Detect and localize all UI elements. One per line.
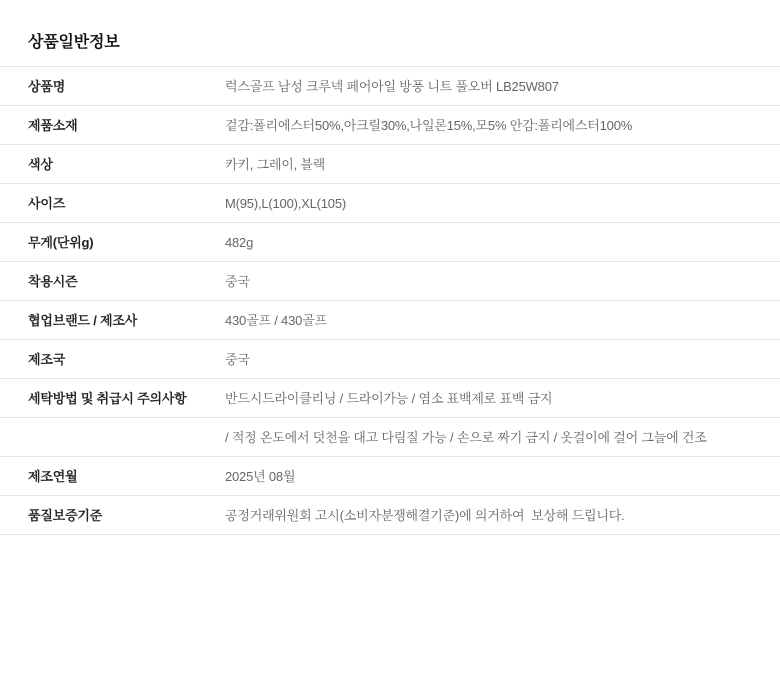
table-row <box>0 301 780 340</box>
table-row <box>0 418 780 457</box>
product-info-table <box>0 66 780 535</box>
table-row <box>0 262 780 301</box>
table-row <box>0 106 780 145</box>
table-row <box>0 457 780 496</box>
row-label: 세탁방법 및 취급시 주의사항 <box>28 390 187 406</box>
row-value: 카키, 그레이, 블랙 <box>225 156 326 172</box>
table-row <box>0 184 780 223</box>
table-row <box>0 496 780 535</box>
row-label: 제조연월 <box>28 468 78 484</box>
row-value: 중국 <box>225 351 250 367</box>
row-value: 겉감:폴리에스터50%,아크릴30%,나일론15%,모5% 안감:폴리에스터100% <box>225 117 633 133</box>
row-value: 430골프 / 430골프 <box>225 312 327 328</box>
row-value: 중국 <box>225 273 250 289</box>
row-value: 2025년 08월 <box>225 468 296 484</box>
row-label: 무게(단위g) <box>28 234 94 250</box>
row-value: 반드시드라이클리닝 / 드라이가능 / 염소 표백제로 표백 금지 <box>225 390 553 406</box>
table-row <box>0 67 780 106</box>
row-value: 482g <box>225 234 254 250</box>
row-label: 색상 <box>28 156 53 172</box>
table-row <box>0 223 780 262</box>
row-label: 제품소재 <box>28 117 78 133</box>
row-label: 품질보증기준 <box>28 507 103 523</box>
row-label: 협업브랜드 / 제조사 <box>28 312 138 328</box>
row-label: 사이즈 <box>28 195 66 211</box>
table-row <box>0 379 780 418</box>
row-label: 제조국 <box>28 351 66 367</box>
row-value: 공정거래위원회 고시(소비자분쟁해결기준)에 의거하여 보상해 드립니다. <box>225 507 625 523</box>
row-value: / 적정 온도에서 덧천을 대고 다림질 가능 / 손으로 짜기 금지 / 옷걸이에 걸어 그늘에 건조 <box>225 429 707 445</box>
row-label: 착용시즌 <box>28 273 78 289</box>
table-row <box>0 145 780 184</box>
row-value: 럭스골프 남성 크루넥 페어아일 방풍 니트 풀오버 LB25W807 <box>225 78 559 94</box>
section-title: 상품일반정보 <box>28 34 120 51</box>
row-value: M(95),L(100),XL(105) <box>225 195 346 211</box>
row-label: 상품명 <box>28 78 66 94</box>
table-row <box>0 340 780 379</box>
